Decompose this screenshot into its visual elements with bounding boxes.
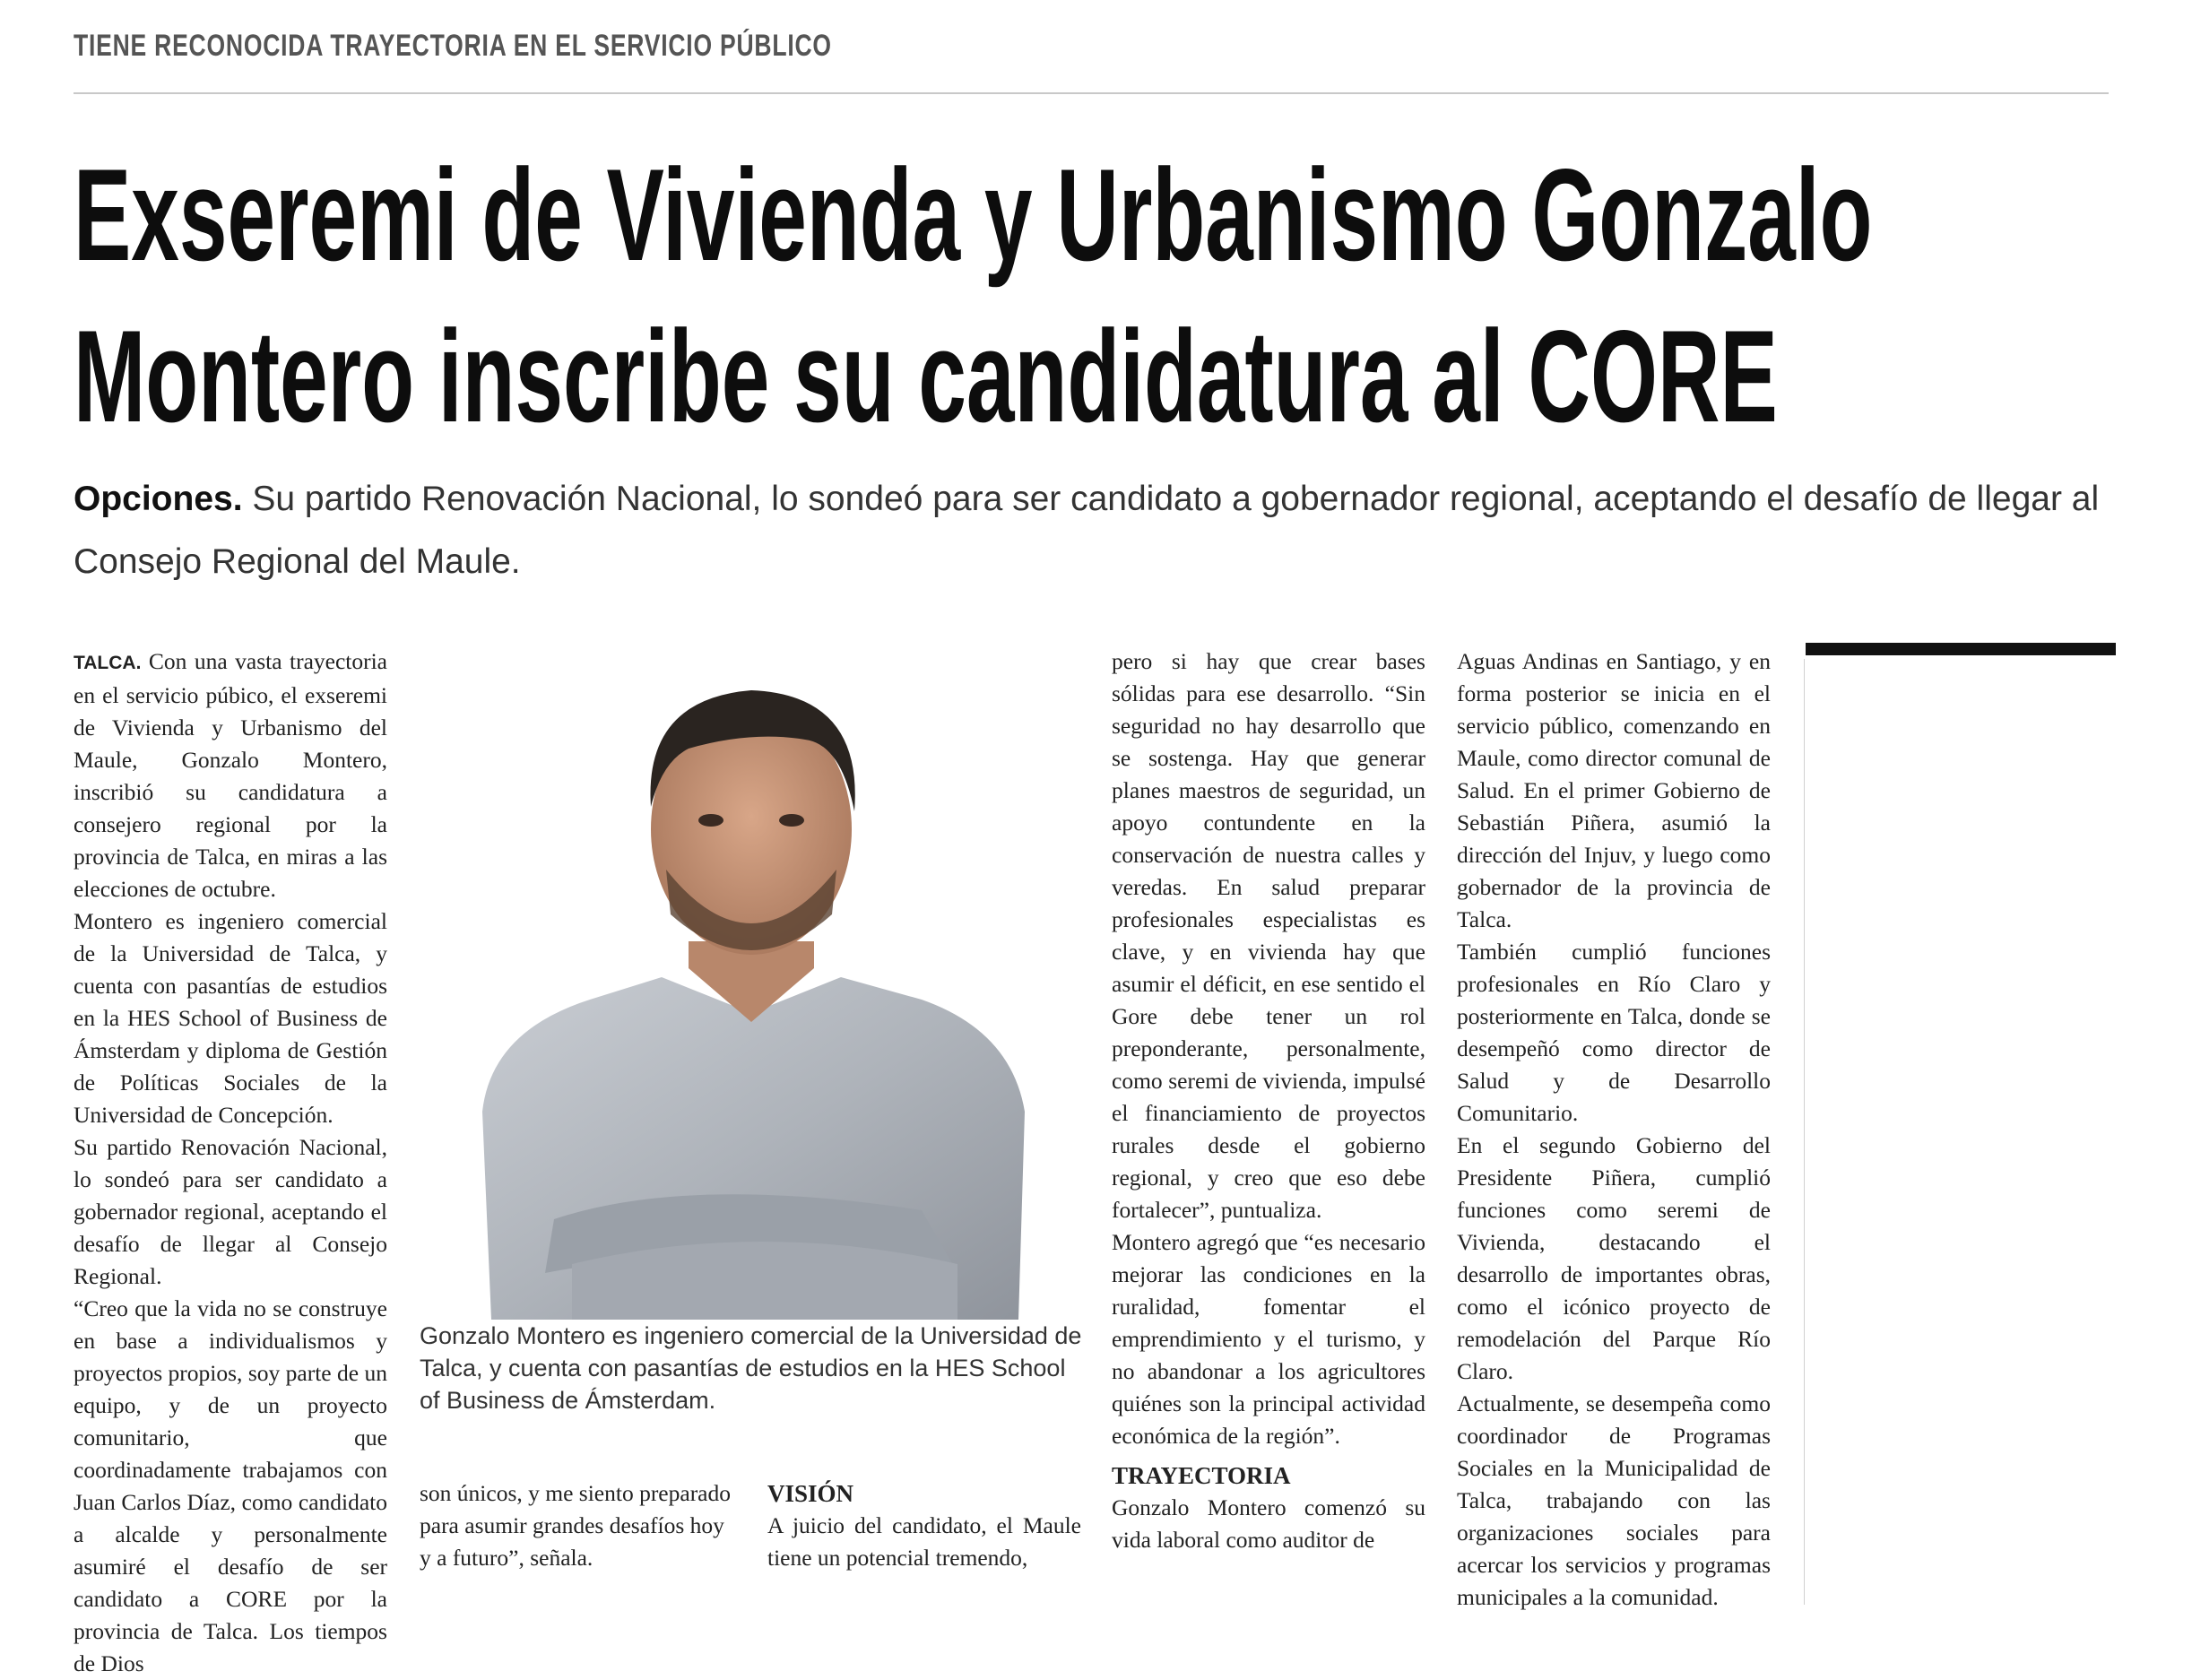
paragraph: “Creo que la vida no se construye en base a individualismos y proyectos propios, soy parte de un equipo, y de un proyecto comunitario, que coordinadamente trabajamos con Juan Carlos Díaz, como candidato a alcalde y personalmente asumiré el desafío de ser candidato a CORE por la provincia de Talca. Los tiempos de Dios xyxy=(74,1295,387,1676)
paragraph xyxy=(74,645,387,905)
body-column-5 xyxy=(1457,645,1771,1614)
body-column-2 xyxy=(420,1477,738,1574)
paragraph: Actualmente, se desempeña como coordinador de Programas Sociales en la Municipalidad de Talca, trabajando con las organizaciones sociales para acercar los servicios y programas municipales a la comunidad. xyxy=(1457,1390,1771,1610)
headline-line-2: Montero inscribe su candidatura al CORE xyxy=(74,303,1778,449)
kicker: TIENE RECONOCIDA TRAYECTORIA EN EL SERVICIO PÚBLICO xyxy=(74,29,832,63)
paragraph: Su partido Renovación Nacional, lo sondeó para ser candidato a gobernador regional, aceptando el desafío de llegar al Consejo Regional. xyxy=(74,1134,387,1289)
paragraph: Aguas Andinas en Santiago, y en forma posterior se inicia en el servicio público, comenzando en Maule, como director comunal de Salud. En el primer Gobierno de Sebastián Piñera, asumió la dirección del Injuv, y luego como gobernador de la provincia de Talca. xyxy=(1457,648,1771,932)
portrait-photo xyxy=(420,645,1081,1320)
paragraph: son únicos, y me siento preparado para asumir grandes desafíos hoy y a futuro”, señala. xyxy=(420,1480,732,1571)
paragraph: pero si hay que crear bases sólidas para ese desarrollo. “Sin seguridad no hay desarrollo que se sostenga. Hay que generar planes maestros de seguridad, un apoyo contundente en la conservación de nuestra calles y veredas. En salud preparar profesionales especialistas es clave, y en vivienda hay que asumir el déficit, en ese sentido el Gore debe tener un rol preponderante, personalmente, como seremi de vivienda, impulsé el financiamiento de proyectos rurales desde el gobierno regional, y creo que eso debe fortalecer”, puntualiza. xyxy=(1112,648,1425,1223)
kicker-rule xyxy=(74,92,2109,94)
subhead-trayectoria: TRAYECTORIA xyxy=(1112,1462,1291,1489)
subhead-vision: VISIÓN xyxy=(767,1480,854,1507)
body-column-4 xyxy=(1112,645,1425,1556)
body-column-3 xyxy=(767,1477,1081,1574)
headline-line-1: Exseremi de Vivienda y Urbanismo Gonzalo xyxy=(74,142,1873,288)
paragraph-text: Con una vasta trayectoria en el servicio púbico, el exseremi de Vivienda y Urbanismo del Maule, Gonzalo Montero, inscribió su candidatura a consejero regional por la provincia de Talca, en miras a las elecciones de octubre. xyxy=(74,648,387,902)
deck-lead: Opciones. xyxy=(74,480,243,518)
sidebar-rule xyxy=(1806,643,2116,655)
paragraph: En el segundo Gobierno del Presidente Piñera, cumplió funciones como seremi de Vivienda, destacando el desarrollo de importantes obras, como el icónico proyecto de remodelación del Parque Río Claro. xyxy=(1457,1132,1771,1384)
deck-text: Su partido Renovación Nacional, lo sondeó para ser candidato a gobernador regional, aceptando el desafío de llegar al Consejo Regional del Maule. xyxy=(74,480,2100,581)
deck xyxy=(74,468,2127,593)
paragraph: Montero agregó que “es necesario mejorar las condiciones en la ruralidad, fomentar el emprendimiento y el turismo, y no abandonar a los agricultores quiénes son la principal actividad económica de la región”. xyxy=(1112,1229,1425,1449)
paragraph: A juicio del candidato, el Maule tiene un potencial tremendo, xyxy=(767,1512,1081,1571)
paragraph: Montero es ingeniero comercial de la Universidad de Talca, y cuenta con pasantías de estudios en la HES School of Business de Ámsterdam y diploma de Gestión de Políticas Sociales de la Universidad de Concepción. xyxy=(74,908,387,1128)
body-column-1 xyxy=(74,645,387,1680)
headline xyxy=(74,134,1872,457)
column-divider xyxy=(1804,659,1805,1605)
paragraph: También cumplió funciones profesionales en Río Claro y posteriormente en Talca, donde se desempeñó como director de Salud y de Desarrollo Comunitario. xyxy=(1457,939,1771,1126)
photo-caption: Gonzalo Montero es ingeniero comercial de la Universidad de Talca, y cuenta con pasantías de estudios en la HES School of Business de Ámsterdam. xyxy=(420,1322,1082,1414)
dateline: TALCA. xyxy=(74,653,142,673)
paragraph: Gonzalo Montero comenzó su vida laboral como auditor de xyxy=(1112,1494,1425,1553)
